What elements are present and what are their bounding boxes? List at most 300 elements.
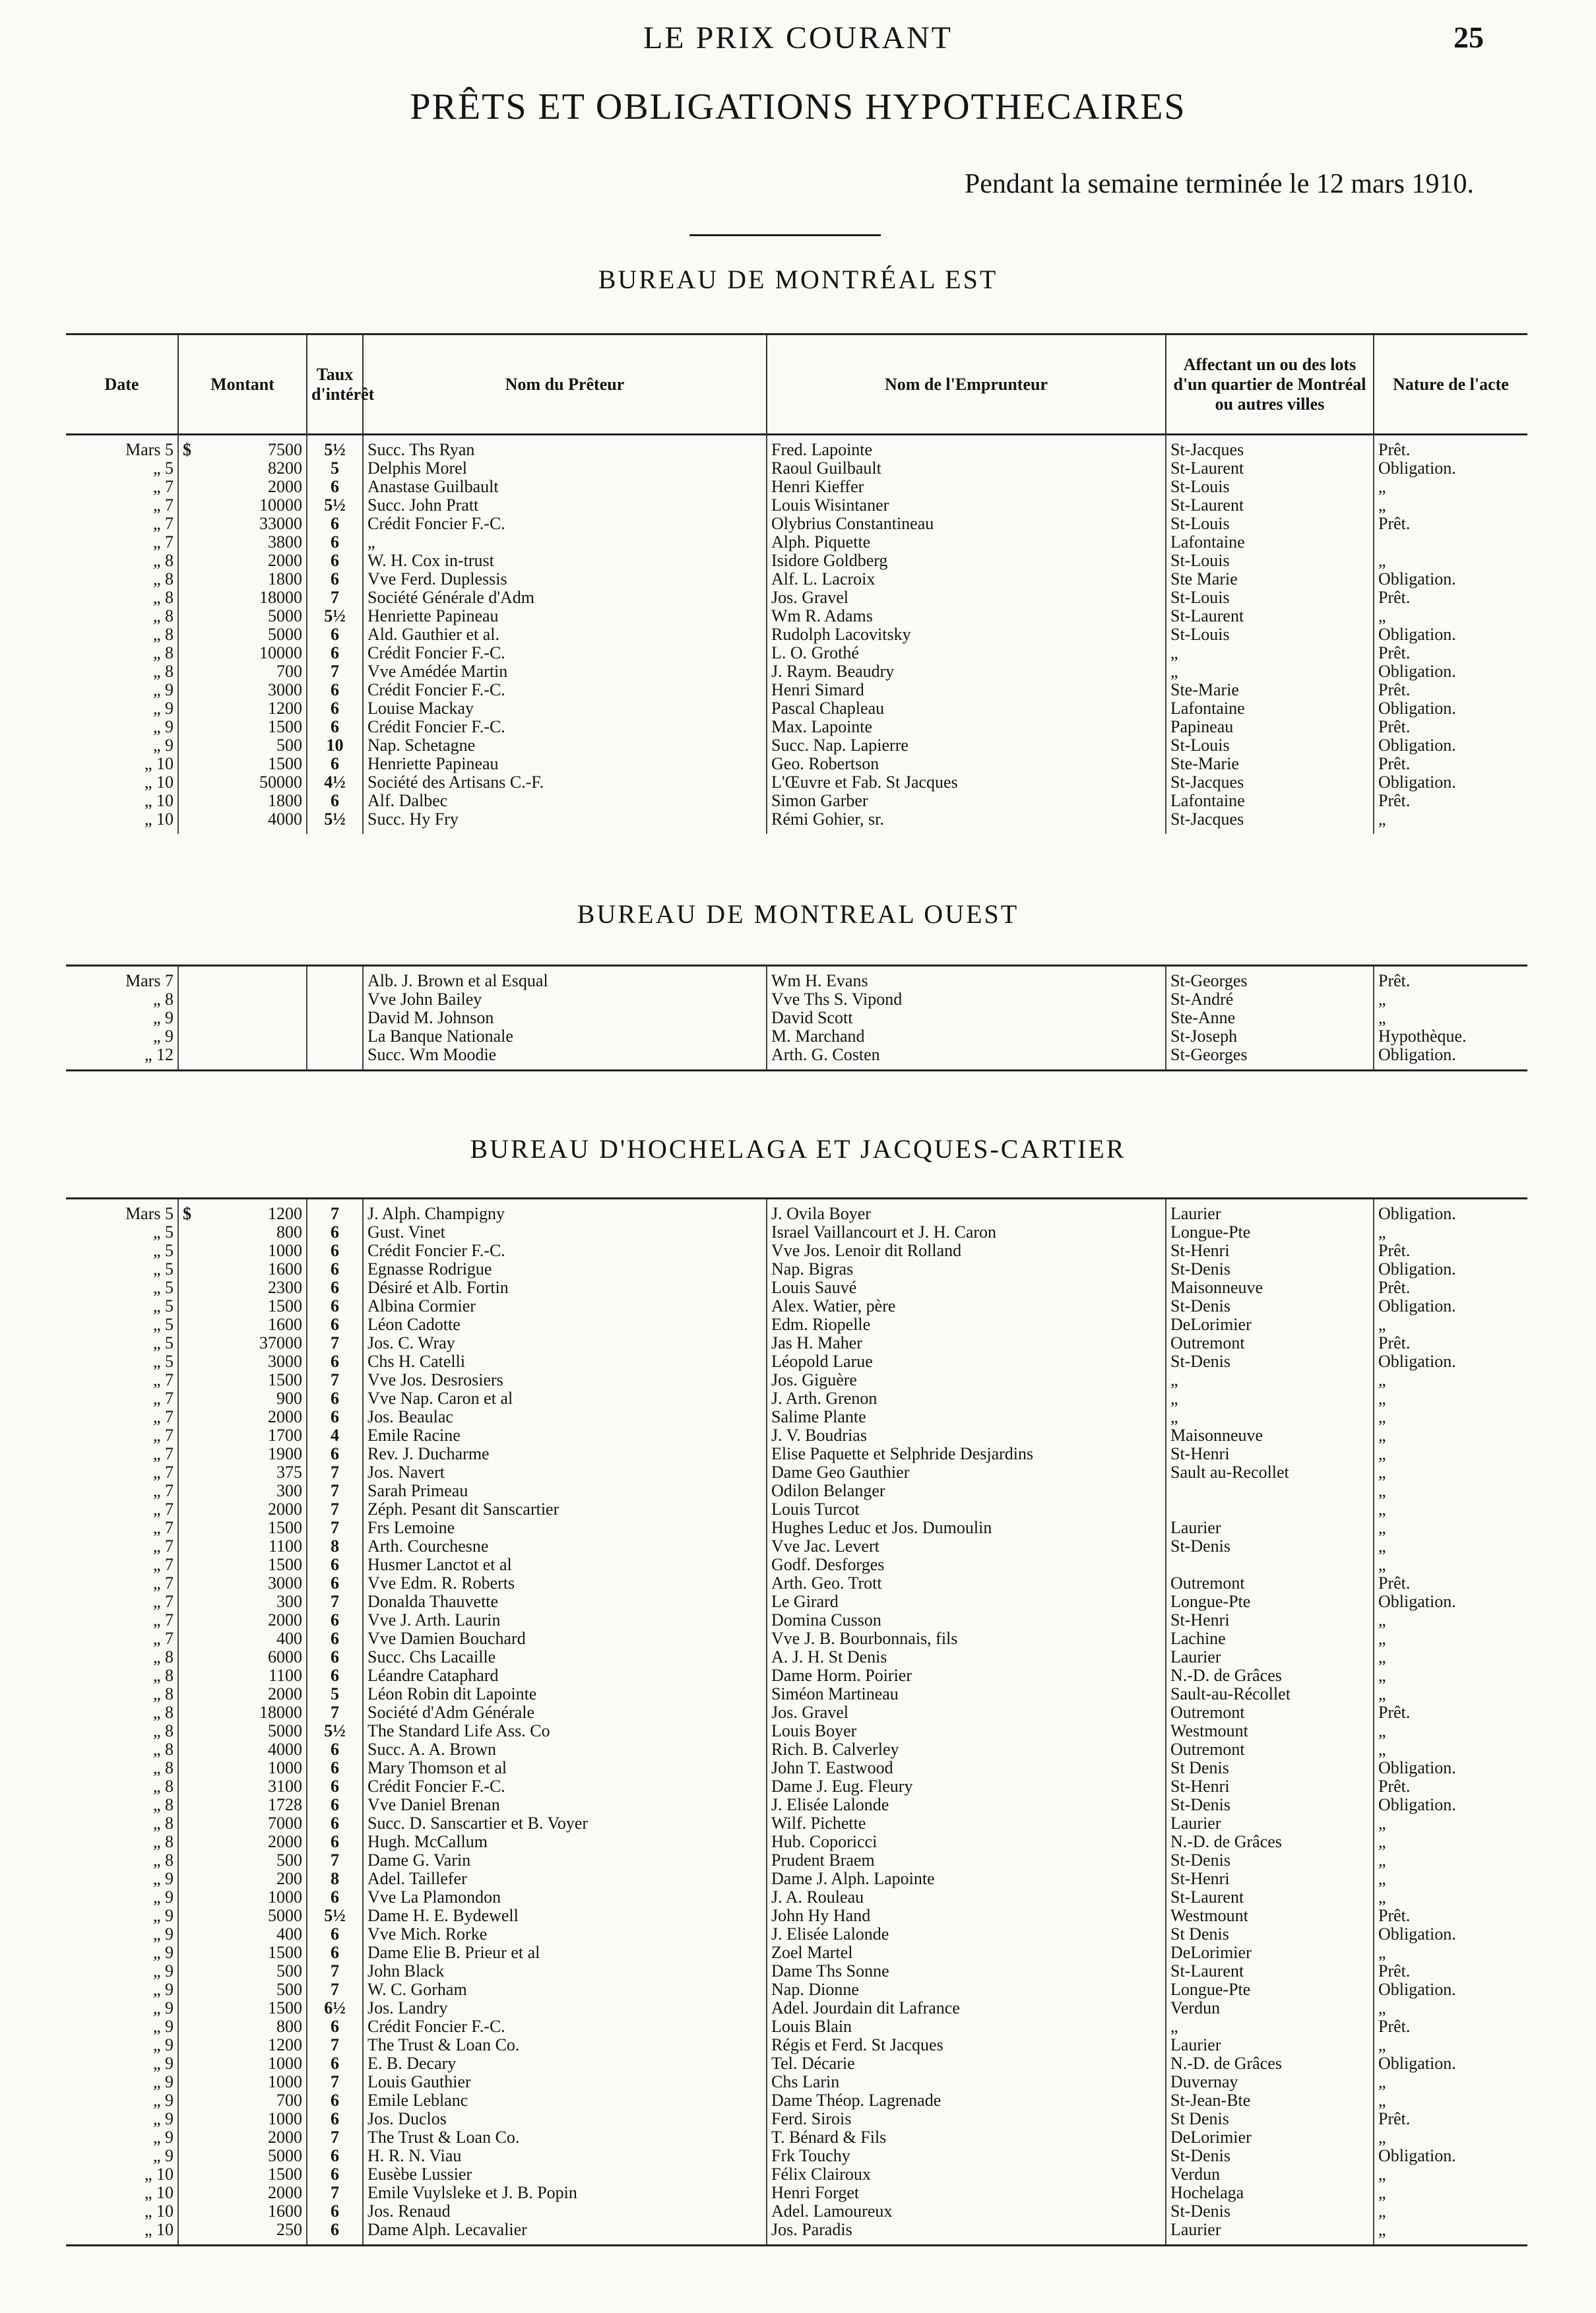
cell-montant: 1100 [178, 1666, 307, 1685]
cell-montant: 1000 [178, 1888, 307, 1907]
cell-taux: 7 [307, 1482, 363, 1500]
cell-taux: 6 [307, 1666, 363, 1685]
cell-nature: Prêt. [1378, 1777, 1411, 1796]
cell-montant: 5000 [178, 607, 307, 625]
cell-taux: 6 [307, 1796, 363, 1814]
section-title-hochelaga: BUREAU D'HOCHELAGA ET JACQUES-CARTIER [470, 1134, 1126, 1164]
cell-taux: 7 [307, 662, 363, 681]
cell-nature: „ [1378, 2202, 1386, 2221]
cell-nature: Prêt. [1378, 1703, 1411, 1722]
cell-emprunteur: Dame Ths Sonne [767, 1962, 1166, 1980]
cell-date: „ 8 [66, 1833, 178, 1851]
col-affect: Affectant un ou des lots d'un quartier de Montréal ou autres villes [1166, 334, 1374, 435]
cell-preteur: Jos. Beaulac [363, 1408, 767, 1426]
cell-affect: St Denis [1166, 1925, 1374, 1944]
cell-preteur: Hugh. McCallum [363, 1833, 767, 1851]
cell-emprunteur: M. Marchand [767, 1027, 1166, 1046]
cell-preteur: Dame G. Varin [363, 1851, 767, 1870]
cell-emprunteur: Henri Kieffer [767, 478, 1166, 496]
table-row [66, 1408, 1527, 1426]
cell-date: „ 10 [66, 2202, 178, 2221]
cell-montant: 700 [178, 2091, 307, 2110]
cell-preteur: Léon Cadotte [363, 1315, 767, 1334]
table-row [66, 1796, 1527, 1814]
table-row [66, 1371, 1527, 1389]
cell-nature: Prêt. [1378, 1574, 1411, 1593]
cell-montant: 800 [178, 1223, 307, 1242]
cell-emprunteur: Nap. Bigras [767, 1260, 1166, 1279]
running-head [0, 20, 1596, 59]
cell-montant: 2000 [178, 552, 307, 570]
cell-emprunteur: Succ. Nap. Lapierre [767, 736, 1166, 755]
section-title-montreal-est: BUREAU DE MONTRÉAL EST [598, 265, 998, 294]
col-date: Date [66, 334, 178, 435]
cell-taux: 7 [307, 1199, 363, 1224]
cell-nature: Obligation. [1378, 570, 1456, 588]
cell-preteur: Jos. Duclos [363, 2110, 767, 2128]
cell-date: „ 8 [66, 1722, 178, 1740]
cell-montant: 900 [178, 1389, 307, 1408]
cell-nature: „ [1378, 1851, 1386, 1870]
cell-taux: 6 [307, 1759, 363, 1777]
cell-taux: 6 [307, 755, 363, 773]
cell-nature: „ [1378, 2221, 1386, 2239]
cell-date: „ 5 [66, 1315, 178, 1334]
cell-date: Mars 5 [66, 435, 178, 460]
cell-preteur: Léandre Cataphard [363, 1666, 767, 1685]
cell-affect: N.-D. de Grâces [1166, 2054, 1374, 2073]
cell-date: „ 8 [66, 552, 178, 570]
cell-affect: N.-D. de Grâces [1166, 1833, 1374, 1851]
cell-affect: St-Laurent [1166, 459, 1374, 478]
cell-emprunteur: Jos. Paradis [767, 2221, 1166, 2246]
cell-emprunteur: Rich. B. Calverley [767, 1740, 1166, 1759]
currency-symbol: $ [183, 440, 191, 459]
cell-montant: 1600 [178, 1315, 307, 1334]
cell-affect: Lafontaine [1166, 533, 1374, 552]
cell-affect: St Denis [1166, 2110, 1374, 2128]
cell-montant: 2000 [178, 1408, 307, 1426]
cell-taux: 5½ [307, 1722, 363, 1740]
cell-affect: Laurier [1166, 2221, 1374, 2246]
cell-affect: Papineau [1166, 718, 1374, 736]
table-row [66, 1851, 1527, 1870]
cell-nature: „ [1378, 2091, 1386, 2110]
cell-taux [307, 1046, 363, 1071]
cell-taux [307, 990, 363, 1009]
cell-nature: „ [1378, 1666, 1386, 1685]
cell-montant: 3000 [178, 1574, 307, 1593]
cell-affect: Laurier [1166, 1648, 1374, 1666]
cell-nature: „ [1378, 607, 1386, 625]
cell-nature: „ [1378, 990, 1386, 1009]
cell-preteur: Vve Daniel Brenan [363, 1796, 767, 1814]
cell-taux: 6 [307, 644, 363, 662]
cell-date: „ 9 [66, 2054, 178, 2073]
cell-preteur: Vve Amédée Martin [363, 662, 767, 681]
cell-taux: 6 [307, 478, 363, 496]
table-row [66, 1759, 1527, 1777]
cell-affect: Westmount [1166, 1722, 1374, 1740]
cell-preteur: Henriette Papineau [363, 607, 767, 625]
table-body [66, 435, 1527, 835]
cell-emprunteur: Dame J. Eug. Fleury [767, 1777, 1166, 1796]
table-row [66, 1907, 1527, 1925]
cell-date: „ 8 [66, 625, 178, 644]
table-row [66, 625, 1527, 644]
cell-emprunteur: Jos. Giguère [767, 1371, 1166, 1389]
cell-preteur: H. R. N. Viau [363, 2147, 767, 2165]
table-row [66, 2165, 1527, 2184]
cell-date: „ 9 [66, 1925, 178, 1944]
cell-preteur: Vve Jos. Desrosiers [363, 1371, 767, 1389]
table-row [66, 1315, 1527, 1334]
cell-nature: Obligation. [1378, 773, 1456, 792]
cell-date: „ 7 [66, 1389, 178, 1408]
cell-montant: 2000 [178, 2128, 307, 2147]
cell-nature: „ [1378, 1630, 1386, 1648]
cell-date: „ 10 [66, 792, 178, 810]
cell-montant: 500 [178, 736, 307, 755]
table-row [66, 2147, 1527, 2165]
cell-taux: 6 [307, 1242, 363, 1260]
table-row [66, 1297, 1527, 1315]
cell-preteur: Zéph. Pesant dit Sanscartier [363, 1500, 767, 1519]
cell-date: „ 8 [66, 1759, 178, 1777]
cell-montant: 1728 [178, 1796, 307, 1814]
cell-nature: Prêt. [1378, 644, 1411, 662]
cell-taux: 6 [307, 1352, 363, 1371]
cell-date: „ 7 [66, 1556, 178, 1574]
cell-montant: 5000 [178, 625, 307, 644]
cell-affect: DeLorimier [1166, 1315, 1374, 1334]
cell-taux: 6 [307, 2221, 363, 2246]
cell-emprunteur: Geo. Robertson [767, 755, 1166, 773]
cell-preteur: Crédit Foncier F.-C. [363, 644, 767, 662]
cell-date: „ 5 [66, 1242, 178, 1260]
cell-taux: 6 [307, 718, 363, 736]
cell-emprunteur: Rudolph Lacovitsky [767, 625, 1166, 644]
cell-nature: Obligation. [1378, 1593, 1456, 1611]
cell-taux: 6 [307, 1925, 363, 1944]
table-row [66, 1046, 1527, 1071]
cell-affect: DeLorimier [1166, 2128, 1374, 2147]
amount-value: 1200 [268, 1204, 302, 1223]
cell-taux: 6 [307, 1814, 363, 1833]
cell-taux: 7 [307, 2036, 363, 2054]
cell-emprunteur: Vve Ths S. Vipond [767, 990, 1166, 1009]
cell-date: „ 9 [66, 1009, 178, 1027]
cell-preteur: Succ. Chs Lacaille [363, 1648, 767, 1666]
cell-nature: Prêt. [1378, 681, 1411, 699]
table-row [66, 1223, 1527, 1242]
cell-nature: Prêt. [1378, 1279, 1411, 1297]
cell-preteur: Dame Elie B. Prieur et al [363, 1944, 767, 1962]
cell-emprunteur: J. V. Boudrias [767, 1426, 1166, 1445]
cell-montant: 1500 [178, 1297, 307, 1315]
table-row [66, 1777, 1527, 1796]
cell-affect: St-Jacques [1166, 435, 1374, 460]
cell-preteur: The Trust & Loan Co. [363, 2036, 767, 2054]
cell-affect: St-Denis [1166, 1352, 1374, 1371]
cell-affect: St-Laurent [1166, 496, 1374, 515]
cell-date: „ 9 [66, 699, 178, 718]
cell-nature: Hypothèque. [1378, 1027, 1467, 1046]
table-row [66, 1334, 1527, 1352]
table-row [66, 773, 1527, 792]
table-row [66, 1980, 1527, 1999]
cell-montant: 3000 [178, 1352, 307, 1371]
cell-emprunteur: Louis Boyer [767, 1722, 1166, 1740]
cell-preteur: Société d'Adm Générale [363, 1703, 767, 1722]
cell-preteur: Jos. Renaud [363, 2202, 767, 2221]
cell-nature: Obligation. [1378, 1297, 1456, 1315]
cell-emprunteur: Odilon Belanger [767, 1482, 1166, 1500]
cell-preteur: Anastase Guilbault [363, 478, 767, 496]
cell-montant: 2300 [178, 1279, 307, 1297]
cell-preteur: Donalda Thauvette [363, 1593, 767, 1611]
cell-date: „ 9 [66, 2147, 178, 2165]
table-row [66, 435, 1527, 460]
cell-affect: „ [1166, 1371, 1374, 1389]
table-row [66, 1925, 1527, 1944]
cell-date: „ 8 [66, 644, 178, 662]
cell-emprunteur: Léopold Larue [767, 1352, 1166, 1371]
amount-value: 7500 [268, 440, 302, 459]
cell-date: „ 5 [66, 1334, 178, 1352]
cell-date: „ 8 [66, 1666, 178, 1685]
cell-montant: 1000 [178, 2073, 307, 2091]
cell-date: „ 8 [66, 1648, 178, 1666]
cell-montant: 3100 [178, 1777, 307, 1796]
cell-date: „ 7 [66, 1574, 178, 1593]
cell-montant: 300 [178, 1482, 307, 1500]
cell-emprunteur: Louis Sauvé [767, 1279, 1166, 1297]
cell-date: „ 9 [66, 2110, 178, 2128]
cell-date: „ 9 [66, 2017, 178, 2036]
table-row [66, 1962, 1527, 1980]
cell-affect: St-Laurent [1166, 1888, 1374, 1907]
cell-date: „ 7 [66, 1371, 178, 1389]
table-body [66, 966, 1527, 1071]
cell-date: „ 7 [66, 1482, 178, 1500]
cell-nature: Obligation. [1378, 459, 1456, 478]
cell-montant [178, 435, 307, 460]
cell-emprunteur: Félix Clairoux [767, 2165, 1166, 2184]
table-row [66, 1352, 1527, 1371]
cell-taux: 7 [307, 1463, 363, 1482]
cell-affect: St-Louis [1166, 588, 1374, 607]
cell-date: „ 8 [66, 1740, 178, 1759]
cell-taux: 6 [307, 1833, 363, 1851]
cell-preteur: Crédit Foncier F.-C. [363, 718, 767, 736]
cell-nature: „ [1378, 1371, 1386, 1389]
table-row [66, 1199, 1527, 1224]
table-row [66, 990, 1527, 1009]
cell-taux: 7 [307, 588, 363, 607]
cell-emprunteur: Nap. Dionne [767, 1980, 1166, 1999]
cell-emprunteur: Ferd. Sirois [767, 2110, 1166, 2128]
cell-date: „ 5 [66, 1260, 178, 1279]
cell-taux: 7 [307, 2128, 363, 2147]
cell-date: „ 9 [66, 2036, 178, 2054]
cell-affect [1166, 1500, 1374, 1519]
cell-taux: 6 [307, 625, 363, 644]
cell-date: „ 9 [66, 2091, 178, 2110]
cell-montant: 500 [178, 1962, 307, 1980]
cell-nature: „ [1378, 2184, 1386, 2202]
cell-emprunteur: Arth. G. Costen [767, 1046, 1166, 1071]
cell-taux: 6½ [307, 1999, 363, 2017]
cell-nature: Obligation. [1378, 662, 1456, 681]
cell-preteur: Crédit Foncier F.-C. [363, 681, 767, 699]
cell-taux: 6 [307, 1297, 363, 1315]
cell-preteur: Succ. A. A. Brown [363, 1740, 767, 1759]
cell-montant: 2000 [178, 1685, 307, 1703]
cell-taux: 6 [307, 2054, 363, 2073]
cell-date: „ 8 [66, 662, 178, 681]
cell-nature: „ [1378, 1722, 1386, 1740]
table-row [66, 515, 1527, 533]
cell-emprunteur: T. Bénard & Fils [767, 2128, 1166, 2147]
cell-montant [178, 1199, 307, 1224]
table-row [66, 607, 1527, 625]
cell-preteur: Vve John Bailey [363, 990, 767, 1009]
cell-date: „ 8 [66, 1851, 178, 1870]
cell-date: „ 10 [66, 2221, 178, 2246]
cell-montant: 1500 [178, 1999, 307, 2017]
cell-affect: St-Jean-Bte [1166, 2091, 1374, 2110]
cell-montant: 1100 [178, 1537, 307, 1556]
cell-date: „ 8 [66, 607, 178, 625]
table-row [66, 1685, 1527, 1703]
table-row [66, 1999, 1527, 2017]
table-row [66, 1944, 1527, 1962]
cell-montant: 18000 [178, 588, 307, 607]
cell-affect: Lachine [1166, 1630, 1374, 1648]
cell-date: „ 5 [66, 1279, 178, 1297]
running-title: LE PRIX COURANT [643, 20, 953, 55]
cell-taux: 6 [307, 1389, 363, 1408]
cell-taux: 6 [307, 2165, 363, 2184]
cell-montant: 10000 [178, 644, 307, 662]
table-row [66, 1426, 1527, 1445]
cell-date: „ 7 [66, 1593, 178, 1611]
page-number: 25 [1453, 20, 1484, 54]
cell-affect [1166, 1556, 1374, 1574]
cell-emprunteur: Fred. Lapointe [767, 435, 1166, 460]
cell-date: „ 9 [66, 1870, 178, 1888]
cell-montant: 1500 [178, 718, 307, 736]
cell-montant: 375 [178, 1463, 307, 1482]
table-row [66, 496, 1527, 515]
cell-taux: 8 [307, 1870, 363, 1888]
cell-nature: „ [1378, 1408, 1386, 1426]
cell-date: „ 9 [66, 1888, 178, 1907]
cell-taux: 7 [307, 1519, 363, 1537]
cell-montant: 8200 [178, 459, 307, 478]
cell-preteur: Vve Edm. R. Roberts [363, 1574, 767, 1593]
table-row [66, 1630, 1527, 1648]
cell-emprunteur: Tel. Décarie [767, 2054, 1166, 2073]
cell-emprunteur: L'Œuvre et Fab. St Jacques [767, 773, 1166, 792]
cell-date: „ 7 [66, 1611, 178, 1630]
cell-emprunteur: Jos. Gravel [767, 1703, 1166, 1722]
cell-date: Mars 5 [66, 1199, 178, 1224]
cell-preteur: Adel. Taillefer [363, 1870, 767, 1888]
cell-taux: 7 [307, 1851, 363, 1870]
cell-nature: „ [1378, 1445, 1386, 1463]
cell-preteur: The Trust & Loan Co. [363, 2128, 767, 2147]
cell-taux: 5 [307, 459, 363, 478]
cell-preteur: W. H. Cox in-trust [363, 552, 767, 570]
table-row [66, 1648, 1527, 1666]
cell-date: „ 7 [66, 1463, 178, 1482]
cell-montant: 1800 [178, 570, 307, 588]
currency-symbol: $ [183, 1204, 191, 1223]
cell-nature: Prêt. [1378, 971, 1411, 990]
cell-montant: 1000 [178, 2054, 307, 2073]
cell-preteur: Société Générale d'Adm [363, 588, 767, 607]
cell-preteur: Vve La Plamondon [363, 1888, 767, 1907]
cell-montant: 1500 [178, 1944, 307, 1962]
cell-affect: Sault-au-Récollet [1166, 1685, 1374, 1703]
cell-taux: 6 [307, 2110, 363, 2128]
cell-emprunteur: Alex. Watier, père [767, 1297, 1166, 1315]
cell-emprunteur: John T. Eastwood [767, 1759, 1166, 1777]
cell-preteur: Vve Mich. Rorke [363, 1925, 767, 1944]
cell-taux: 6 [307, 1944, 363, 1962]
cell-nature: Prêt. [1378, 792, 1411, 810]
cell-emprunteur: L. O. Grothé [767, 644, 1166, 662]
cell-nature: „ [1378, 1944, 1386, 1962]
cell-emprunteur: Pascal Chapleau [767, 699, 1166, 718]
cell-montant [178, 1046, 307, 1071]
cell-taux: 4½ [307, 773, 363, 792]
cell-preteur: Frs Lemoine [363, 1519, 767, 1537]
table-row [66, 681, 1527, 699]
cell-montant: 2000 [178, 1611, 307, 1630]
table-row [66, 2221, 1527, 2246]
cell-taux: 6 [307, 1611, 363, 1630]
table-row [66, 1260, 1527, 1279]
table-row [66, 736, 1527, 755]
cell-taux: 7 [307, 2073, 363, 2091]
cell-emprunteur: Godf. Desforges [767, 1556, 1166, 1574]
cell-nature: „ [1378, 1500, 1386, 1519]
cell-emprunteur: David Scott [767, 1009, 1166, 1027]
table-row [66, 2017, 1527, 2036]
cell-emprunteur: Siméon Martineau [767, 1685, 1166, 1703]
cell-affect: St-Henri [1166, 1242, 1374, 1260]
cell-taux: 6 [307, 1648, 363, 1666]
cell-nature: „ [1378, 552, 1386, 570]
cell-taux: 7 [307, 1962, 363, 1980]
cell-affect: Lafontaine [1166, 699, 1374, 718]
cell-montant: 1500 [178, 1556, 307, 1574]
cell-date: „ 9 [66, 2128, 178, 2147]
cell-montant: 50000 [178, 773, 307, 792]
cell-affect: Maisonneuve [1166, 1426, 1374, 1445]
cell-preteur: Dame H. E. Bydewell [363, 1907, 767, 1925]
cell-emprunteur: Le Girard [767, 1593, 1166, 1611]
cell-date: „ 10 [66, 810, 178, 834]
cell-preteur: The Standard Life Ass. Co [363, 1722, 767, 1740]
cell-emprunteur: Adel. Lamoureux [767, 2202, 1166, 2221]
cell-preteur: Crédit Foncier F.-C. [363, 1777, 767, 1796]
cell-emprunteur: John Hy Hand [767, 1907, 1166, 1925]
cell-preteur: „ [363, 533, 767, 552]
